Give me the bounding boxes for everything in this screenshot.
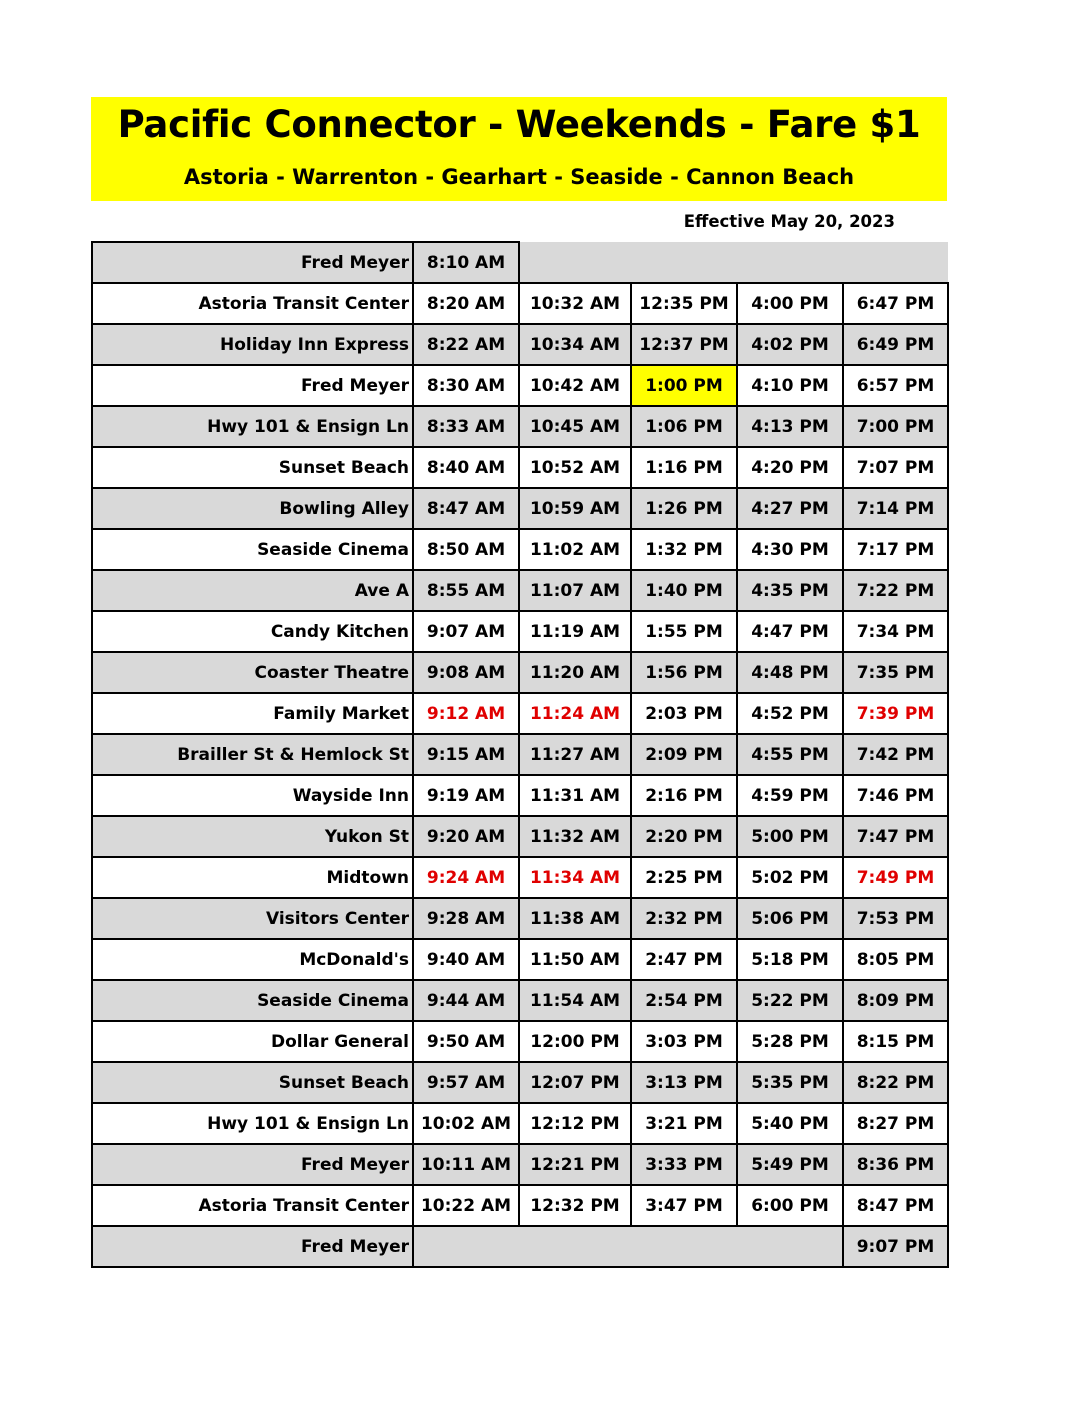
departure-time: 4:47 PM <box>737 611 843 652</box>
departure-time: 8:40 AM <box>413 447 519 488</box>
departure-time: 2:03 PM <box>631 693 737 734</box>
departure-time: 2:47 PM <box>631 939 737 980</box>
schedule-row <box>92 775 948 816</box>
departure-time: 9:57 AM <box>413 1062 519 1103</box>
schedule-row <box>92 447 948 488</box>
departure-time: 8:36 PM <box>843 1144 948 1185</box>
departure-time: 11:20 AM <box>519 652 631 693</box>
stop-name: Dollar General <box>92 1021 413 1062</box>
departure-time: 1:32 PM <box>631 529 737 570</box>
departure-time: 2:25 PM <box>631 857 737 898</box>
departure-time: 1:40 PM <box>631 570 737 611</box>
stop-name: Astoria Transit Center <box>92 283 413 324</box>
departure-time: 11:19 AM <box>519 611 631 652</box>
departure-time: 9:12 AM <box>413 693 519 734</box>
departure-time: 4:48 PM <box>737 652 843 693</box>
departure-time: 8:47 AM <box>413 488 519 529</box>
departure-time: 5:18 PM <box>737 939 843 980</box>
departure-time: 8:20 AM <box>413 283 519 324</box>
stop-name: Family Market <box>92 693 413 734</box>
schedule-row <box>92 324 948 365</box>
departure-time: 7:35 PM <box>843 652 948 693</box>
departure-time: 3:47 PM <box>631 1185 737 1226</box>
departure-time: 7:47 PM <box>843 816 948 857</box>
departure-time: 11:32 AM <box>519 816 631 857</box>
departure-time: 5:00 PM <box>737 816 843 857</box>
stop-name: Fred Meyer <box>92 242 413 283</box>
departure-time: 10:42 AM <box>519 365 631 406</box>
stop-name: Bowling Alley <box>92 488 413 529</box>
departure-time: 12:32 PM <box>519 1185 631 1226</box>
stop-name: Coaster Theatre <box>92 652 413 693</box>
departure-time: 10:11 AM <box>413 1144 519 1185</box>
schedule-row <box>92 816 948 857</box>
departure-time: 9:15 AM <box>413 734 519 775</box>
departure-time: 12:21 PM <box>519 1144 631 1185</box>
departure-time: 2:16 PM <box>631 775 737 816</box>
schedule-row <box>92 570 948 611</box>
departure-time: 4:10 PM <box>737 365 843 406</box>
departure-time: 9:50 AM <box>413 1021 519 1062</box>
departure-time: 8:05 PM <box>843 939 948 980</box>
departure-time: 4:13 PM <box>737 406 843 447</box>
departure-time: 7:53 PM <box>843 898 948 939</box>
stop-name: Yukon St <box>92 816 413 857</box>
departure-time: 5:35 PM <box>737 1062 843 1103</box>
schedule-row <box>92 1144 948 1185</box>
schedule-row <box>92 1062 948 1103</box>
departure-time: 11:38 AM <box>519 898 631 939</box>
schedule-row <box>92 529 948 570</box>
schedule-row <box>92 1103 948 1144</box>
departure-time: 7:14 PM <box>843 488 948 529</box>
departure-time: 10:34 AM <box>519 324 631 365</box>
departure-time: 7:17 PM <box>843 529 948 570</box>
schedule-row <box>92 939 948 980</box>
empty-cell <box>413 1226 843 1267</box>
stop-name: Seaside Cinema <box>92 980 413 1021</box>
stop-name: McDonald's <box>92 939 413 980</box>
departure-time: 10:32 AM <box>519 283 631 324</box>
departure-time: 4:20 PM <box>737 447 843 488</box>
departure-time: 8:30 AM <box>413 365 519 406</box>
stop-name: Midtown <box>92 857 413 898</box>
departure-time: 6:49 PM <box>843 324 948 365</box>
schedule-row <box>92 857 948 898</box>
stop-name: Ave A <box>92 570 413 611</box>
departure-time: 2:09 PM <box>631 734 737 775</box>
departure-time: 1:06 PM <box>631 406 737 447</box>
departure-time: 4:59 PM <box>737 775 843 816</box>
departure-time: 1:00 PM <box>631 365 737 406</box>
departure-time: 8:33 AM <box>413 406 519 447</box>
stop-name: Fred Meyer <box>92 1144 413 1185</box>
departure-time: 9:07 PM <box>843 1226 948 1267</box>
departure-time: 12:12 PM <box>519 1103 631 1144</box>
departure-time: 4:02 PM <box>737 324 843 365</box>
departure-time: 12:35 PM <box>631 283 737 324</box>
departure-time: 6:00 PM <box>737 1185 843 1226</box>
departure-time: 1:55 PM <box>631 611 737 652</box>
departure-time: 8:10 AM <box>413 242 519 283</box>
schedule-row <box>92 1021 948 1062</box>
departure-time: 7:49 PM <box>843 857 948 898</box>
title-banner <box>91 97 947 201</box>
schedule-table <box>91 241 949 1268</box>
schedule-row <box>92 242 948 283</box>
departure-time: 5:02 PM <box>737 857 843 898</box>
stop-name: Hwy 101 & Ensign Ln <box>92 1103 413 1144</box>
departure-time: 5:28 PM <box>737 1021 843 1062</box>
departure-time: 9:19 AM <box>413 775 519 816</box>
route-subtitle: Astoria - Warrenton - Gearhart - Seaside - Cannon Beach <box>183 165 855 189</box>
schedule-row <box>92 980 948 1021</box>
departure-time: 2:54 PM <box>631 980 737 1021</box>
departure-time: 3:21 PM <box>631 1103 737 1144</box>
departure-time: 9:07 AM <box>413 611 519 652</box>
departure-time: 3:13 PM <box>631 1062 737 1103</box>
departure-time: 12:00 PM <box>519 1021 631 1062</box>
departure-time: 4:35 PM <box>737 570 843 611</box>
departure-time: 10:52 AM <box>519 447 631 488</box>
departure-time: 11:50 AM <box>519 939 631 980</box>
departure-time: 8:22 PM <box>843 1062 948 1103</box>
departure-time: 11:07 AM <box>519 570 631 611</box>
departure-time: 4:30 PM <box>737 529 843 570</box>
schedule-row <box>92 406 948 447</box>
stop-name: Seaside Cinema <box>92 529 413 570</box>
departure-time: 7:42 PM <box>843 734 948 775</box>
schedule-row <box>92 283 948 324</box>
departure-time: 4:52 PM <box>737 693 843 734</box>
departure-time: 8:50 AM <box>413 529 519 570</box>
departure-time: 1:26 PM <box>631 488 737 529</box>
departure-time: 7:34 PM <box>843 611 948 652</box>
departure-time: 11:54 AM <box>519 980 631 1021</box>
schedule-row <box>92 1226 948 1267</box>
departure-time: 11:34 AM <box>519 857 631 898</box>
stop-name: Sunset Beach <box>92 447 413 488</box>
departure-time: 9:24 AM <box>413 857 519 898</box>
effective-date: Effective May 20, 2023 <box>683 212 895 231</box>
departure-time: 10:45 AM <box>519 406 631 447</box>
departure-time: 6:57 PM <box>843 365 948 406</box>
departure-time: 12:07 PM <box>519 1062 631 1103</box>
schedule-row <box>92 693 948 734</box>
departure-time: 12:37 PM <box>631 324 737 365</box>
departure-time: 7:07 PM <box>843 447 948 488</box>
schedule-row <box>92 611 948 652</box>
departure-time: 8:27 PM <box>843 1103 948 1144</box>
departure-time: 9:28 AM <box>413 898 519 939</box>
stop-name: Brailler St & Hemlock St <box>92 734 413 775</box>
departure-time: 8:22 AM <box>413 324 519 365</box>
stop-name: Holiday Inn Express <box>92 324 413 365</box>
departure-time: 8:15 PM <box>843 1021 948 1062</box>
departure-time: 2:32 PM <box>631 898 737 939</box>
departure-time: 7:39 PM <box>843 693 948 734</box>
departure-time: 10:22 AM <box>413 1185 519 1226</box>
departure-time: 2:20 PM <box>631 816 737 857</box>
departure-time: 9:08 AM <box>413 652 519 693</box>
departure-time: 11:24 AM <box>519 693 631 734</box>
stop-name: Astoria Transit Center <box>92 1185 413 1226</box>
stop-name: Hwy 101 & Ensign Ln <box>92 406 413 447</box>
schedule-row <box>92 652 948 693</box>
departure-time: 4:55 PM <box>737 734 843 775</box>
stop-name: Visitors Center <box>92 898 413 939</box>
departure-time: 8:09 PM <box>843 980 948 1021</box>
departure-time: 7:46 PM <box>843 775 948 816</box>
departure-time: 11:27 AM <box>519 734 631 775</box>
departure-time: 10:02 AM <box>413 1103 519 1144</box>
departure-time: 5:06 PM <box>737 898 843 939</box>
departure-time: 8:47 PM <box>843 1185 948 1226</box>
stop-name: Wayside Inn <box>92 775 413 816</box>
departure-time: 6:47 PM <box>843 283 948 324</box>
departure-time: 3:33 PM <box>631 1144 737 1185</box>
stop-name: Sunset Beach <box>92 1062 413 1103</box>
departure-time: 11:31 AM <box>519 775 631 816</box>
schedule-row <box>92 365 948 406</box>
schedule-row <box>92 898 948 939</box>
departure-time: 5:40 PM <box>737 1103 843 1144</box>
departure-time: 3:03 PM <box>631 1021 737 1062</box>
stop-name: Candy Kitchen <box>92 611 413 652</box>
schedule-row <box>92 1185 948 1226</box>
departure-time: 5:22 PM <box>737 980 843 1021</box>
stop-name: Fred Meyer <box>92 1226 413 1267</box>
departure-time: 1:56 PM <box>631 652 737 693</box>
page-title: Pacific Connector - Weekends - Fare $1 <box>117 103 921 146</box>
departure-time: 7:00 PM <box>843 406 948 447</box>
departure-time: 8:55 AM <box>413 570 519 611</box>
schedule-row <box>92 488 948 529</box>
departure-time: 9:44 AM <box>413 980 519 1021</box>
departure-time: 10:59 AM <box>519 488 631 529</box>
departure-time: 9:40 AM <box>413 939 519 980</box>
empty-cell <box>519 242 948 283</box>
departure-time: 1:16 PM <box>631 447 737 488</box>
schedule-row <box>92 734 948 775</box>
departure-time: 5:49 PM <box>737 1144 843 1185</box>
departure-time: 4:00 PM <box>737 283 843 324</box>
departure-time: 4:27 PM <box>737 488 843 529</box>
departure-time: 9:20 AM <box>413 816 519 857</box>
stop-name: Fred Meyer <box>92 365 413 406</box>
departure-time: 7:22 PM <box>843 570 948 611</box>
departure-time: 11:02 AM <box>519 529 631 570</box>
